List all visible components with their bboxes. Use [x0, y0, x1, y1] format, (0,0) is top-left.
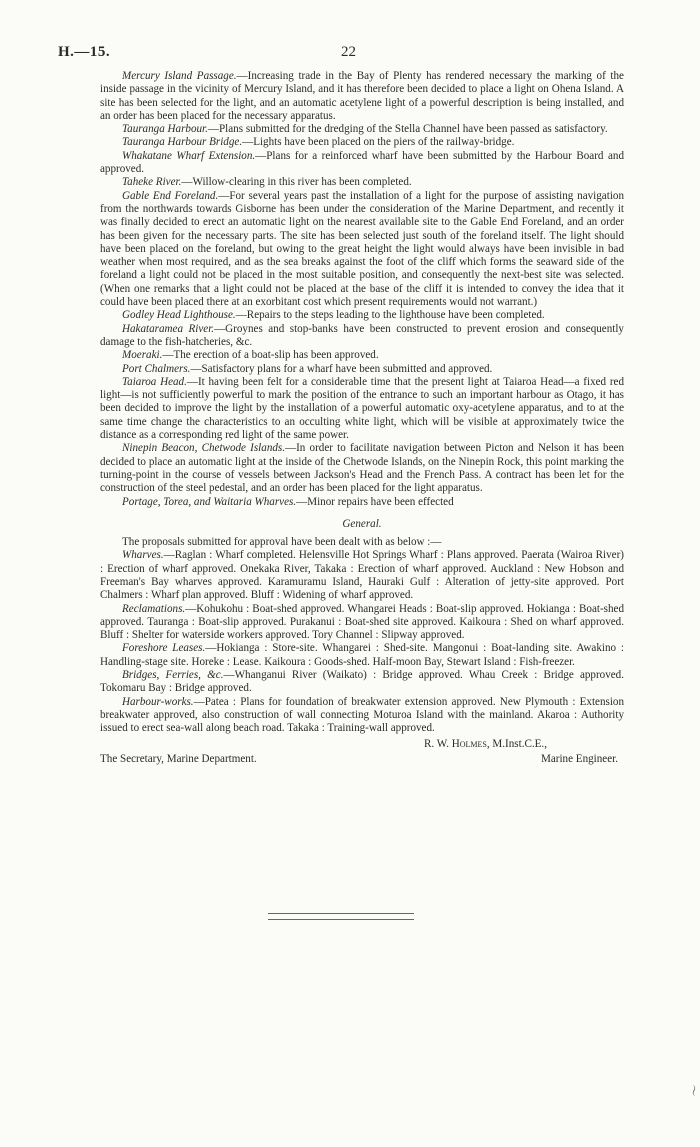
paragraph-whakatane [100, 150, 624, 177]
paragraph-text: —In order to facilitate navigation between Picton and Nelson it has been decided to place an automatic light at the inside of the Chetwode Islands, on the Ninepin Rock, this point marking the turning-point in the course of vessels between Jackson's Head and the French Pass. A contract has been let for the construction of the steel pedestal, and an order has been placed for the light apparatus. [100, 442, 624, 495]
paragraph-text: —Lights have been placed on the piers of the railway-bridge. [242, 136, 515, 149]
general-intro: The proposals submitted for approval have been dealt with as below :— [122, 536, 442, 549]
paragraph-moeraki [100, 349, 624, 362]
paragraph-title: Port Chalmers. [122, 362, 191, 375]
end-rule [268, 913, 414, 920]
paragraph-text: —For several years past the installation of a light for the purpose of assisting navigation from the northwards towards Gisborne has been under the consideration of the Marine Department, and recently it was finally decided to erect an automatic light on the nearest available site to the Gable End Foreland, and an order has been given for the necessary parts. The site has been selected just south of the foreland itself. The light should have been placed on the foreland, but owing to the great height the light would always have been invisible in bad weather when most required, and as the sea breaks against the foot of the cliff which forms the seaward side of the foreland a light could not be placed in the most suitable position, and consequently the next-best site was selected. (When one remarks that a light could not be placed at the base of the cliff it is intended to convey the idea that it could have been placed there at an exorbitant cost which present requirements would not warrant.) [100, 189, 624, 309]
item-text: —Patea : Plans for foundation of breakwater extension approved. New Plymouth : Extension breakwater approved, also construction of wall connecting Moturoa Island with the mainland. Akaroa : Authority issued to erect sea-wall along beach road. Takaka : Training-wall approved. [100, 695, 624, 735]
paragraph-text: —Increasing trade in the Bay of Plenty has rendered necessary the marking of the inside passage in the vicinity of Mercury Island, and it has therefore been decided to place a light on Ohena Island. A site has been selected for the light, and an automatic acetylene light of a powerful description is being installed, and an order has been placed for the necessary apparatus. [100, 70, 624, 122]
paragraph-godley-head [100, 309, 624, 322]
paragraph-text: —It having been felt for a considerable time that the present light at Taiaroa Head—a fixed red light—is not sufficiently powerful to mark the position of the entrance to such an important harbour as Otago, it has been decided to improve the light by the installation of a powerful automatic oxy-acetylene apparatus, and to at the same time change the characteristics to an occulting white light, which will be visible at approximately twice the distance as a corresponding red light of the same power. [100, 375, 624, 442]
paragraph-gable-end [100, 190, 624, 310]
paragraph-hakataramea [100, 323, 624, 350]
paragraph-title: Gable End Foreland. [122, 189, 219, 202]
item-title: Wharves. [122, 549, 164, 562]
signatory-title: Marine Engineer. [540, 752, 618, 765]
paragraph-text: —Plans submitted for the dredging of the Stella Channel have been passed as satisfactory. [207, 123, 608, 136]
paragraph-tauranga-bridge [100, 136, 624, 149]
paragraph-taheke [100, 176, 624, 189]
general-item-bridges-ferries [100, 669, 624, 696]
report-body [100, 70, 624, 800]
edge-mark: 〜 [686, 1084, 700, 1097]
paragraph-title: Moeraki. [122, 349, 163, 362]
addressee: The Secretary, Marine Department. [100, 752, 257, 765]
page-number: 22 [341, 44, 356, 60]
paragraph-text: —Plans for a reinforced wharf have been submitted by the Harbour Board and approved. [100, 149, 624, 176]
paragraph-taiaroa-head [100, 376, 624, 442]
general-item-harbour-works [100, 696, 624, 736]
paragraph-text: —Minor repairs have been effected [296, 495, 454, 508]
item-title: Harbour-works. [122, 695, 194, 708]
paragraph-title: Hakataramea River. [122, 322, 215, 335]
signature-block [100, 738, 624, 800]
signatory-name [424, 738, 624, 751]
paragraph-ninepin-beacon [100, 442, 624, 495]
page-header [58, 44, 642, 62]
paragraph-text: —The erection of a boat-slip has been approved. [162, 349, 379, 362]
item-title: Bridges, Ferries, &c. [122, 669, 224, 682]
item-text: —Whanganui River (Waikato) : Bridge approved. Whau Creek : Bridge approved. Tokomaru Bay : Bridge approved. [100, 669, 625, 695]
item-text: —Kohukohu : Boat-shed approved. Whangarei Heads : Boat-slip approved. Hokianga : Boat-shed approved. Tauranga : Boat-slip approved. Purakanui : Boat-shed site approved. Kaikoura : Shed on wharf approved. Bluff : Shelter for waterside workers approved. Tory Channel : Slipway approved. [100, 602, 624, 642]
paragraph-port-chalmers [100, 363, 624, 376]
section-heading-general: General. [342, 517, 382, 530]
paragraph-mercury-island [100, 70, 624, 123]
paragraph-title: Ninepin Beacon, Chetwode Islands. [122, 442, 285, 455]
item-title: Foreshore Leases. [122, 642, 206, 655]
item-text: —Raglan : Wharf completed. Helensville Hot Springs Wharf : Plans approved. Paerata (Wairoa River) : Erection of wharf approved. Onekaka River, Takaka : Erection of wharf approved. Auckland : New Hobson and Freeman's Bay wharves approved. Karamuramu Island, Hauraki Gulf : Alteration of jetty-site approved. Port Chalmers : Wharf plan approved. Bluff : Widening of wharf approved. [100, 549, 624, 602]
paragraph-portage-wharves [100, 496, 624, 509]
paragraph-title: Taiaroa Head. [122, 375, 187, 388]
signatory-qualification: , M.Inst.C.E., [486, 737, 547, 750]
general-item-wharves [100, 549, 624, 602]
signatory-initials: R. W. [424, 737, 452, 750]
general-item-reclamations [100, 603, 624, 643]
signatory-surname: Holmes [451, 737, 487, 750]
paragraph-title: Godley Head Lighthouse. [122, 309, 236, 322]
paragraph-title: Tauranga Harbour. [122, 123, 208, 136]
paragraph-text: —Satisfactory plans for a wharf have been submitted and approved. [190, 362, 493, 375]
paragraph-title: Taheke River. [122, 176, 182, 189]
paragraph-text: —Groynes and stop-banks have been constructed to prevent erosion and consequently damage to the fish-hatcheries, &c. [100, 322, 624, 348]
paragraph-text: —Repairs to the steps leading to the lighthouse have been completed. [235, 309, 545, 322]
paragraph-title: Mercury Island Passage. [122, 70, 237, 82]
item-text: —Hokianga : Store-site. Whangarei : Shed-site. Mangonui : Boat-landing site. Awakino : Handling-stage site. Horeke : Lease. Kaikoura : Goods-shed. Half-moon Bay, Stewart Island : Fish-freezer. [100, 642, 624, 668]
paragraph-title: Portage, Torea, and Waitaria Wharves. [122, 495, 297, 508]
general-item-foreshore-leases [100, 642, 624, 669]
paragraph-tauranga-harbour [100, 123, 624, 136]
paragraph-title: Whakatane Wharf Extension. [122, 149, 256, 162]
paragraph-title: Tauranga Harbour Bridge. [122, 136, 243, 149]
item-title: Reclamations. [122, 602, 186, 615]
paragraph-text: —Willow-clearing in this river has been completed. [181, 176, 412, 189]
series-number: H.—15. [58, 44, 111, 60]
